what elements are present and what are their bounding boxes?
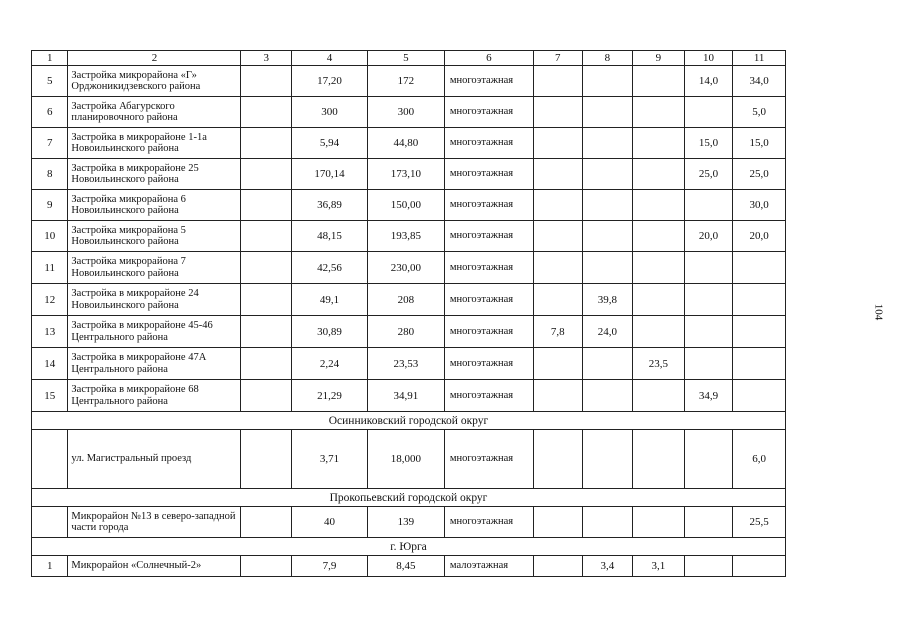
table-cell	[684, 97, 733, 128]
table-cell	[241, 556, 292, 577]
table-cell	[633, 97, 685, 128]
section-row	[32, 412, 786, 430]
table-row	[32, 252, 786, 284]
table-cell: 5,94	[292, 128, 368, 159]
table-cell: 20,0	[684, 221, 733, 252]
table-cell: Застройка в микрорайоне 25 Новоильинского района	[68, 159, 241, 190]
table-cell: 6,0	[733, 430, 786, 489]
header-cell: 3	[241, 51, 292, 66]
table-cell	[733, 380, 786, 412]
table-cell	[733, 316, 786, 348]
table-cell: 173,10	[367, 159, 444, 190]
table-cell: 30,89	[292, 316, 368, 348]
header-cell: 8	[582, 51, 633, 66]
table-cell: многоэтажная	[444, 316, 533, 348]
table-cell: Застройка микрорайона 5 Новоильинского района	[68, 221, 241, 252]
data-table	[31, 50, 786, 577]
table-cell	[533, 128, 582, 159]
table-cell: Застройка в микрорайоне 1-1а Новоильинского района	[68, 128, 241, 159]
table-cell	[533, 97, 582, 128]
table-cell: многоэтажная	[444, 430, 533, 489]
table-row	[32, 66, 786, 97]
table-cell: многоэтажная	[444, 380, 533, 412]
table-cell	[241, 316, 292, 348]
table-cell	[684, 190, 733, 221]
table-cell: 23,53	[367, 348, 444, 380]
table-cell	[241, 159, 292, 190]
table-cell: многоэтажная	[444, 252, 533, 284]
table-cell	[582, 97, 633, 128]
table-cell: 9	[32, 190, 68, 221]
table-cell: 18,000	[367, 430, 444, 489]
table-cell: 25,5	[733, 507, 786, 538]
table-cell: 20,0	[733, 221, 786, 252]
table-cell: многоэтажная	[444, 66, 533, 97]
table-cell	[241, 252, 292, 284]
table-cell: Застройка микрорайона «Г» Орджоникидзевского района	[68, 66, 241, 97]
table-cell: 25,0	[684, 159, 733, 190]
table-cell	[733, 284, 786, 316]
table-cell	[241, 430, 292, 489]
table-cell: Микрорайон №13 в северо-западной части города	[68, 507, 241, 538]
table-cell	[582, 252, 633, 284]
table-cell: 172	[367, 66, 444, 97]
table-cell	[633, 66, 685, 97]
table-cell	[633, 507, 685, 538]
table-cell: Застройка микрорайона 6 Новоильинского района	[68, 190, 241, 221]
section-title: Прокопьевский городской округ	[32, 489, 786, 507]
table-cell: 10	[32, 221, 68, 252]
table-cell	[633, 380, 685, 412]
table-cell: Застройка микрорайона 7 Новоильинского района	[68, 252, 241, 284]
table-cell: 300	[292, 97, 368, 128]
table-cell	[733, 348, 786, 380]
table-cell: 8	[32, 159, 68, 190]
table-cell: 36,89	[292, 190, 368, 221]
table-row	[32, 190, 786, 221]
table-cell: 24,0	[582, 316, 633, 348]
table-cell	[32, 507, 68, 538]
table-cell: Застройка в микрорайоне 45-46 Центрального района	[68, 316, 241, 348]
table-cell: 7	[32, 128, 68, 159]
table-row	[32, 159, 786, 190]
table-cell: 280	[367, 316, 444, 348]
header-cell: 2	[68, 51, 241, 66]
header-row	[32, 51, 786, 66]
table-cell: 3,4	[582, 556, 633, 577]
table-cell: 5	[32, 66, 68, 97]
table-cell	[582, 159, 633, 190]
table-cell	[241, 66, 292, 97]
table-cell	[582, 190, 633, 221]
header-cell: 6	[444, 51, 533, 66]
table-cell	[533, 221, 582, 252]
table-cell: Застройка в микрорайоне 24 Новоильинского района	[68, 284, 241, 316]
table-row	[32, 97, 786, 128]
table-row	[32, 348, 786, 380]
table-cell: 39,8	[582, 284, 633, 316]
table-cell	[533, 380, 582, 412]
table-cell: 150,00	[367, 190, 444, 221]
table-cell	[633, 221, 685, 252]
table-cell: 300	[367, 97, 444, 128]
table-cell	[633, 284, 685, 316]
table-cell: Микрорайон «Солнечный-2»	[68, 556, 241, 577]
table-cell	[633, 128, 685, 159]
table-cell	[241, 97, 292, 128]
table-cell	[633, 159, 685, 190]
table-cell: 44,80	[367, 128, 444, 159]
table-cell	[582, 66, 633, 97]
table-cell: многоэтажная	[444, 221, 533, 252]
table-cell: Застройка в микрорайоне 47А Центрального района	[68, 348, 241, 380]
table-cell	[582, 507, 633, 538]
table-cell	[533, 284, 582, 316]
table-cell: 14	[32, 348, 68, 380]
table-cell: 3,1	[633, 556, 685, 577]
table-cell	[733, 556, 786, 577]
table-row	[32, 316, 786, 348]
table-cell	[582, 430, 633, 489]
table-cell: 40	[292, 507, 368, 538]
table-cell: многоэтажная	[444, 348, 533, 380]
table-cell	[533, 159, 582, 190]
table-row	[32, 284, 786, 316]
section-title: Осинниковский городской округ	[32, 412, 786, 430]
table-cell: 208	[367, 284, 444, 316]
table-cell: 25,0	[733, 159, 786, 190]
table-cell: многоэтажная	[444, 128, 533, 159]
table-cell	[241, 221, 292, 252]
table-cell	[533, 430, 582, 489]
table-cell: 34,9	[684, 380, 733, 412]
table-cell: 5,0	[733, 97, 786, 128]
table-cell	[633, 252, 685, 284]
table-cell: 30,0	[733, 190, 786, 221]
table-cell	[684, 430, 733, 489]
table-cell	[684, 507, 733, 538]
table-cell	[241, 507, 292, 538]
table-cell	[684, 252, 733, 284]
table-cell	[684, 284, 733, 316]
table-cell	[633, 430, 685, 489]
table-cell	[533, 507, 582, 538]
table-row	[32, 221, 786, 252]
table-cell: 2,24	[292, 348, 368, 380]
table-cell: многоэтажная	[444, 284, 533, 316]
table-cell	[684, 316, 733, 348]
table-cell: 34,0	[733, 66, 786, 97]
table-cell	[533, 252, 582, 284]
table-cell	[32, 430, 68, 489]
table-cell: многоэтажная	[444, 190, 533, 221]
table-cell: 48,15	[292, 221, 368, 252]
table-row	[32, 380, 786, 412]
table-cell: 7,8	[533, 316, 582, 348]
table-cell	[533, 66, 582, 97]
table-cell: 21,29	[292, 380, 368, 412]
table-row	[32, 128, 786, 159]
table-cell: 13	[32, 316, 68, 348]
table-cell: 230,00	[367, 252, 444, 284]
header-cell: 9	[633, 51, 685, 66]
table-cell: 8,45	[367, 556, 444, 577]
table-cell: 11	[32, 252, 68, 284]
table-cell: 34,91	[367, 380, 444, 412]
table-cell: 139	[367, 507, 444, 538]
table-cell	[633, 190, 685, 221]
table-cell	[733, 252, 786, 284]
table-cell: 14,0	[684, 66, 733, 97]
section-title: г. Юрга	[32, 538, 786, 556]
table-cell: 17,20	[292, 66, 368, 97]
table-cell: ул. Магистральный проезд	[68, 430, 241, 489]
table-cell	[241, 348, 292, 380]
table-cell: Застройка в микрорайоне 68 Центрального района	[68, 380, 241, 412]
table-cell: многоэтажная	[444, 507, 533, 538]
table-cell	[684, 556, 733, 577]
table-cell: 3,71	[292, 430, 368, 489]
table-cell: 12	[32, 284, 68, 316]
table-cell	[241, 190, 292, 221]
table-cell: многоэтажная	[444, 159, 533, 190]
table-cell: 170,14	[292, 159, 368, 190]
header-cell: 7	[533, 51, 582, 66]
table-cell: 23,5	[633, 348, 685, 380]
table-row	[32, 430, 786, 489]
table-cell	[241, 128, 292, 159]
table-cell	[241, 284, 292, 316]
table-cell: 1	[32, 556, 68, 577]
table-cell	[582, 128, 633, 159]
table-cell	[582, 348, 633, 380]
table-cell: Застройка Абагурского планировочного района	[68, 97, 241, 128]
table-cell: 7,9	[292, 556, 368, 577]
table-cell	[633, 316, 685, 348]
table-cell: 6	[32, 97, 68, 128]
table-row	[32, 556, 786, 577]
table-cell	[582, 380, 633, 412]
table-cell: 49,1	[292, 284, 368, 316]
section-row	[32, 538, 786, 556]
table-cell: 193,85	[367, 221, 444, 252]
table-cell	[241, 380, 292, 412]
section-row	[32, 489, 786, 507]
table-row	[32, 507, 786, 538]
table-cell	[684, 348, 733, 380]
header-cell: 5	[367, 51, 444, 66]
header-cell: 11	[733, 51, 786, 66]
table-cell	[582, 221, 633, 252]
table-cell: 42,56	[292, 252, 368, 284]
table-cell: многоэтажная	[444, 97, 533, 128]
header-cell: 10	[684, 51, 733, 66]
header-cell: 1	[32, 51, 68, 66]
table-cell	[533, 348, 582, 380]
table-cell: малоэтажная	[444, 556, 533, 577]
table-cell: 15	[32, 380, 68, 412]
table-cell	[533, 190, 582, 221]
table-cell	[533, 556, 582, 577]
page-number: 104	[872, 303, 885, 321]
table-cell: 15,0	[684, 128, 733, 159]
header-cell: 4	[292, 51, 368, 66]
table-body	[32, 51, 786, 577]
table-cell: 15,0	[733, 128, 786, 159]
